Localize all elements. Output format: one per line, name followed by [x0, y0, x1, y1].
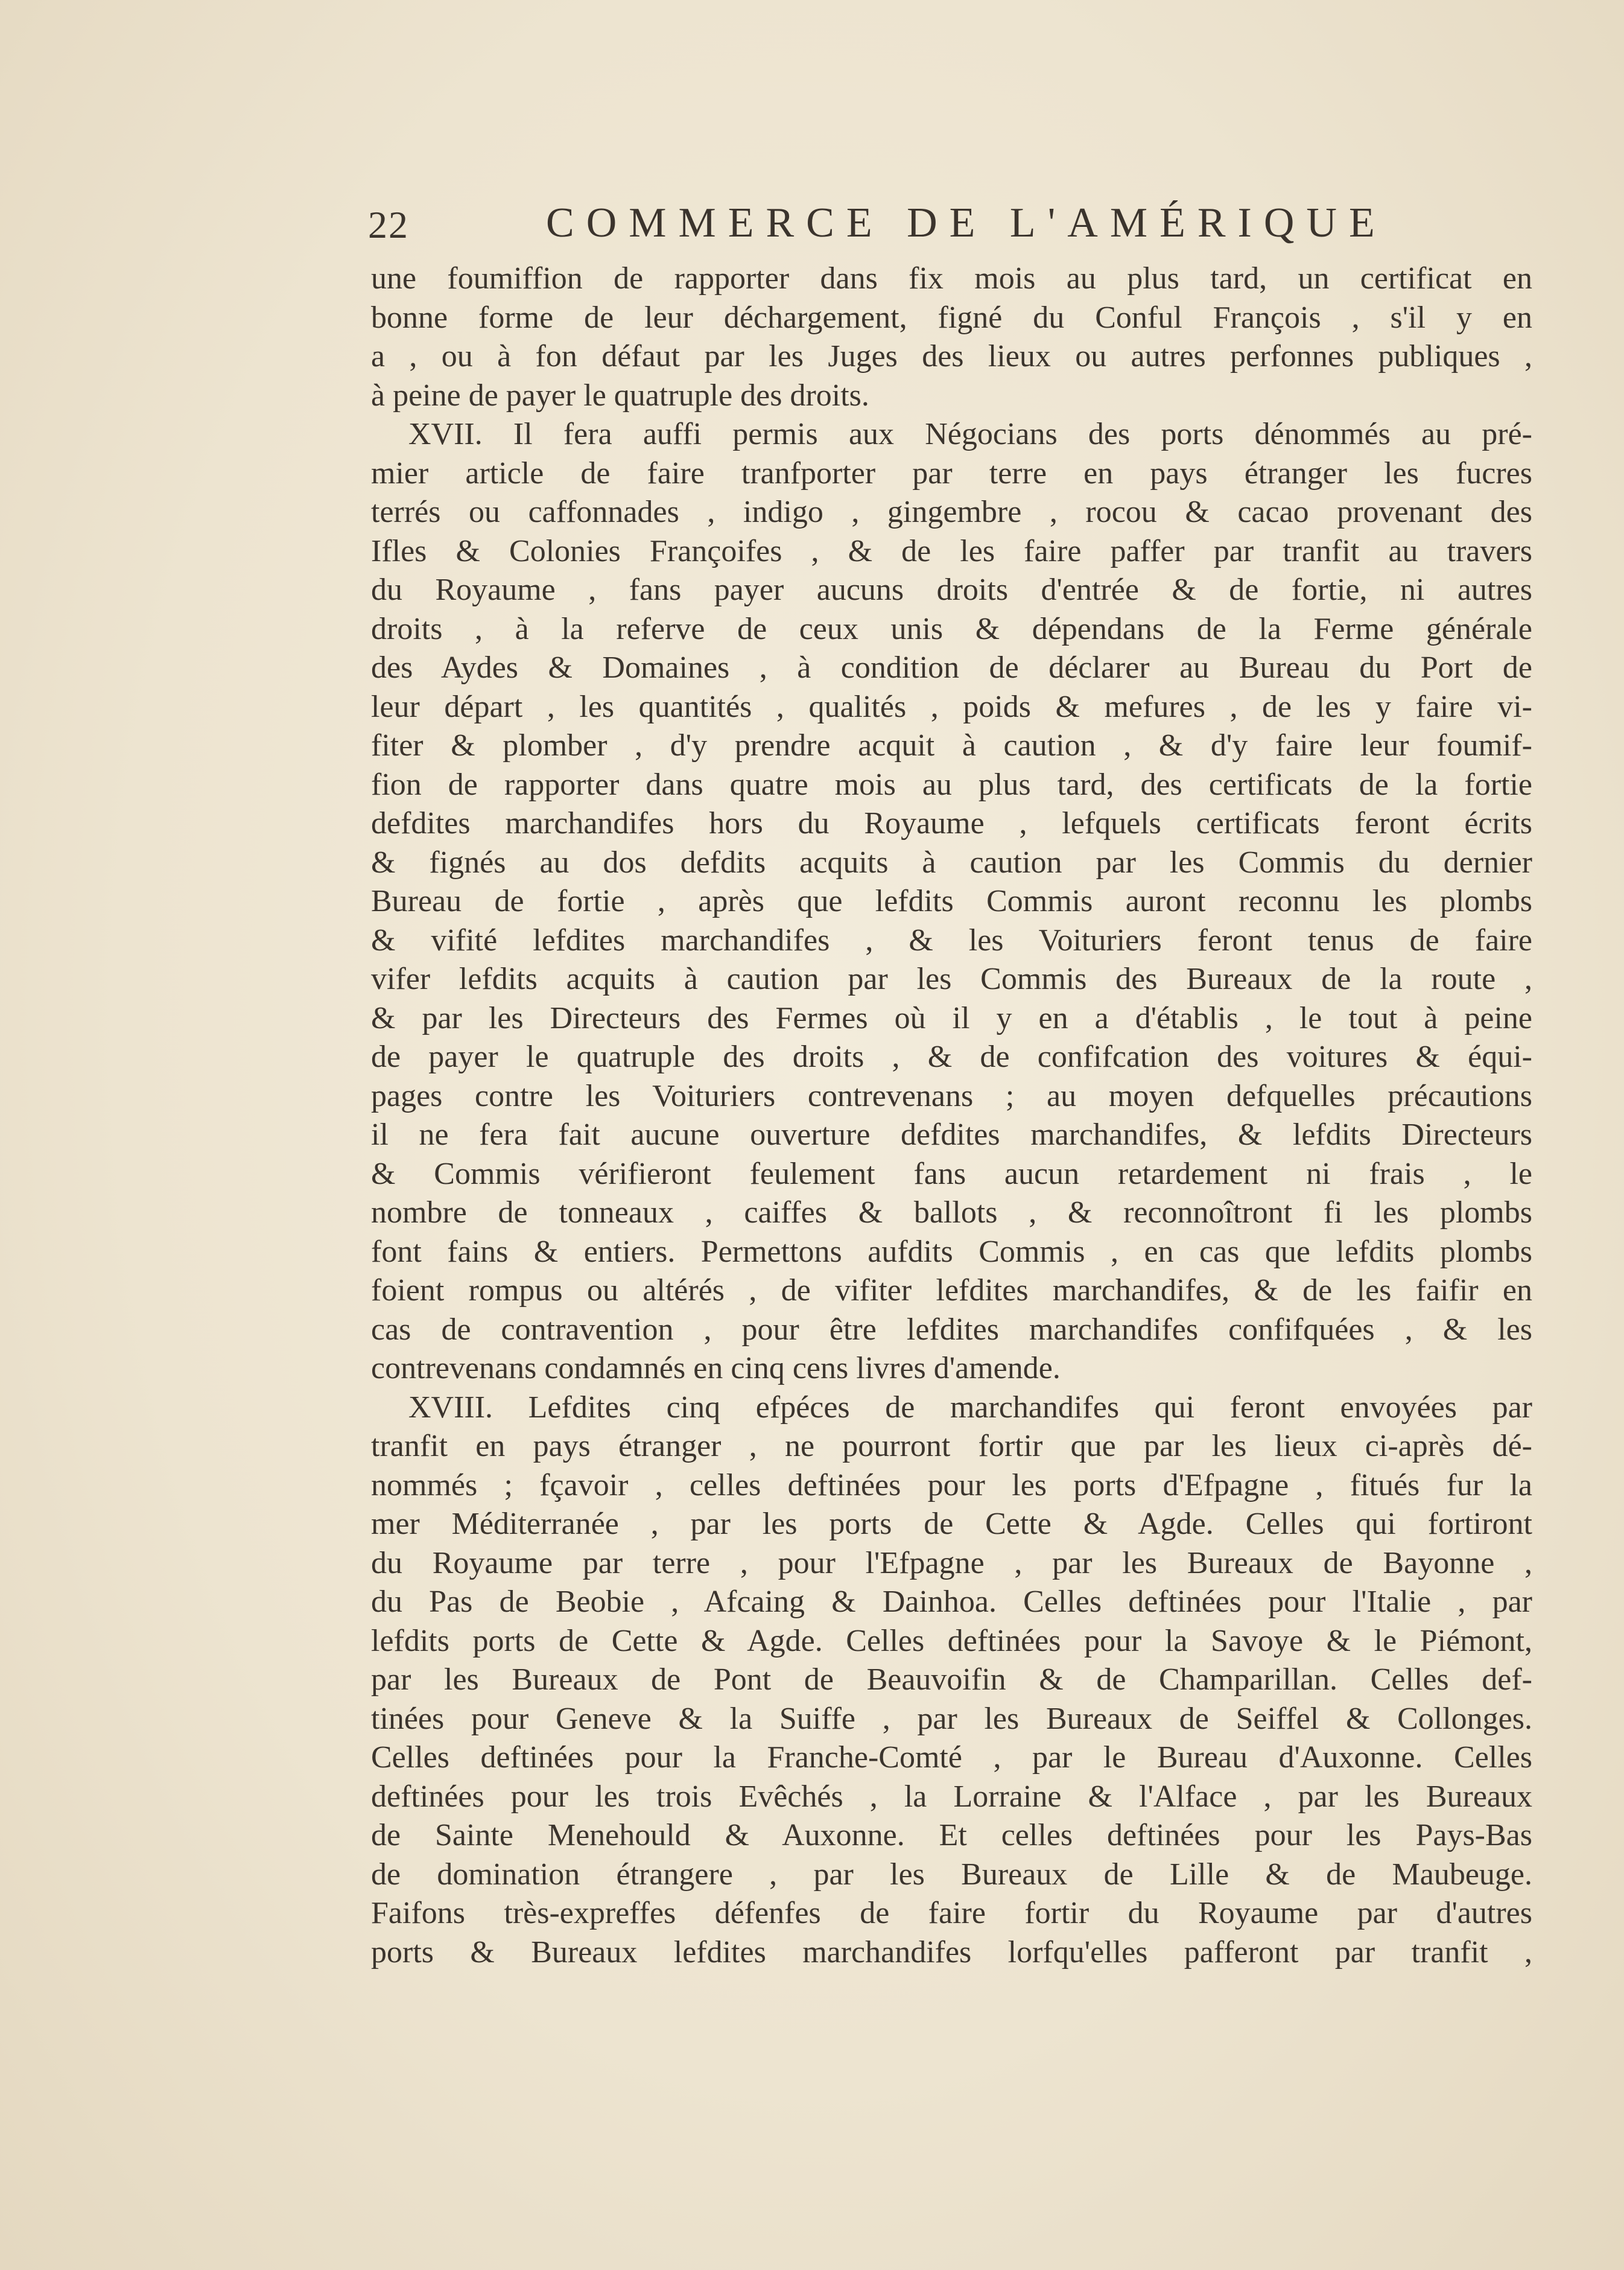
text-line: du Royaume par terre , pour l'Efpagne , par les Bureaux de Bayonne , — [371, 1545, 1532, 1580]
text-line: de Sainte Menehould & Auxonne. Et celles deftinées pour les Pays-Bas — [371, 1818, 1532, 1852]
text-line: ports & Bureaux lefdites marchandifes lorfqu'elles pafferont par tranfit , — [371, 1935, 1532, 1970]
text-line: a , ou à fon défaut par les Juges des lieux ou autres perfonnes publiques , — [371, 339, 1532, 374]
text-line: fiter & plomber , d'y prendre acquit à caution , & d'y faire leur foumif- — [371, 728, 1532, 763]
text-line: foient rompus ou altérés , de vifiter lefdites marchandifes, & de les faifir en — [371, 1273, 1532, 1308]
text-line: pages contre les Voituriers contrevenans ; au moyen defquelles précautions — [371, 1078, 1532, 1113]
text-line: par les Bureaux de Pont de Beauvoifin & de Champarillan. Celles def- — [371, 1662, 1532, 1697]
text-line: nommés ; fçavoir , celles deftinées pour les ports d'Efpagne , fitués fur la — [371, 1467, 1532, 1502]
text-line: nombre de tonneaux , caiffes & ballots , & reconnoîtront fi les plombs — [371, 1195, 1532, 1230]
text-line: il ne fera fait aucune ouverture defdites marchandifes, & lefdits Directeurs — [371, 1118, 1532, 1152]
text-line: terrés ou caffonnades , indigo , gingembre , rocou & cacao provenant des — [371, 495, 1532, 529]
text-line: Ifles & Colonies Françoifes , & de les faire paffer par tranfit au travers — [371, 533, 1532, 568]
text-line: droits , à la referve de ceux unis & dépendans de la Ferme générale — [371, 611, 1532, 646]
text-line: du Pas de Beobie , Afcaing & Dainhoa. Celles deftinées pour l'Italie , par — [371, 1585, 1532, 1619]
running-head: COMMERCE DE L'AMÉRIQUE — [546, 200, 1387, 246]
text-line: de payer le quatruple des droits , & de confifcation des voitures & équi- — [371, 1040, 1532, 1074]
text-line: font fains & entiers. Permettons aufdits Commis , en cas que lefdits plombs — [371, 1234, 1532, 1269]
text-line: & vifité lefdites marchandifes , & les Voituriers feront tenus de faire — [371, 923, 1532, 958]
text-line: & par les Directeurs des Fermes où il y en a d'établis , le tout à peine — [371, 1000, 1532, 1035]
text-line: & fignés au dos defdits acquits à caution par les Commis du dernier — [371, 845, 1532, 880]
text-line: XVIII. Lefdites cinq efpéces de marchandifes qui feront envoyées par — [408, 1390, 1532, 1425]
text-line: contrevenans condamnés en cinq cens livres d'amende. — [371, 1351, 1061, 1385]
text-line: defdites marchandifes hors du Royaume , lefquels certificats feront écrits — [371, 806, 1532, 841]
body-text — [371, 259, 1532, 1972]
text-line: deftinées pour les trois Evêchés , la Lorraine & l'Alface , par les Bureaux — [371, 1779, 1532, 1814]
text-line: vifer lefdits acquits à caution par les Commis des Bureaux de la route , — [371, 962, 1532, 996]
text-line: & Commis vérifieront feulement fans aucun retardement ni frais , le — [371, 1156, 1532, 1191]
text-line: cas de contravention , pour être lefdites marchandifes confifquées , & les — [371, 1312, 1532, 1347]
text-line: mer Méditerranée , par les ports de Cette & Agde. Celles qui fortiront — [371, 1507, 1532, 1541]
text-line: tinées pour Geneve & la Suiffe , par les Bureaux de Seiffel & Collonges. — [371, 1701, 1532, 1736]
page-number: 22 — [368, 203, 409, 246]
text-line: à peine de payer le quatruple des droits. — [371, 378, 869, 413]
text-line: tranfit en pays étranger , ne pourront fortir que par les lieux ci-après dé- — [371, 1429, 1532, 1463]
text-line: des Aydes & Domaines , à condition de déclarer au Bureau du Port de — [371, 650, 1532, 685]
text-line: lefdits ports de Cette & Agde. Celles deftinées pour la Savoye & le Piémont, — [371, 1623, 1532, 1658]
text-line: du Royaume , fans payer aucuns droits d'entrée & de fortie, ni autres — [371, 573, 1532, 607]
text-line: Faifons très-expreffes défenfes de faire fortir du Royaume par d'autres — [371, 1896, 1532, 1930]
text-line: bonne forme de leur déchargement, figné du Conful François , s'il y en — [371, 300, 1532, 335]
text-line: mier article de faire tranfporter par terre en pays étranger les fucres — [371, 456, 1532, 491]
text-line: Bureau de fortie , après que lefdits Commis auront reconnu les plombs — [371, 884, 1532, 918]
text-line: leur départ , les quantités , qualités , poids & mefures , de les y faire vi- — [371, 689, 1532, 724]
text-line: XVII. Il fera auffi permis aux Négocians des ports dénommés au pré- — [408, 417, 1532, 451]
text-line: une foumiffion de rapporter dans fix mois au plus tard, un certificat en — [371, 261, 1532, 296]
text-line: Celles deftinées pour la Franche-Comté , par le Bureau d'Auxonne. Celles — [371, 1740, 1532, 1775]
text-line: de domination étrangere , par les Bureaux de Lille & de Maubeuge. — [371, 1857, 1532, 1892]
text-line: fion de rapporter dans quatre mois au plus tard, des certificats de la fortie — [371, 767, 1532, 802]
